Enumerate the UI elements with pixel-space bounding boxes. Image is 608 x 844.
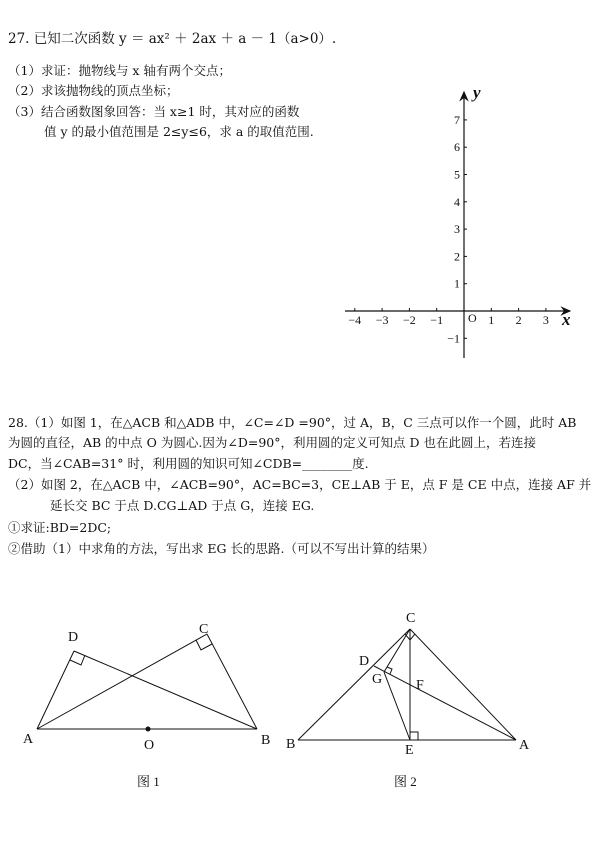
fig2-label-C: C [406, 611, 416, 626]
x-tick-label: 2 [515, 313, 522, 327]
y-tick-label: 4 [454, 194, 460, 209]
fig1-segment-AC [37, 634, 207, 729]
y-tick-label: −1 [447, 331, 460, 346]
fig1-label-O: O [144, 738, 155, 753]
fig1-segment-CB [207, 634, 257, 729]
x-tick-label: −3 [375, 313, 389, 327]
fig2-label-G: G [372, 672, 383, 687]
q27-title: 27. 已知二次函数 y ＝ ax² ＋ 2ax ＋ a － 1（a>0）. [8, 31, 337, 47]
fig2-label-A: A [519, 738, 530, 753]
fig2-segment-BC [298, 629, 410, 740]
y-tick-label: 3 [454, 222, 460, 237]
q28-line3: DC，当∠CAB=31° 时，利用圆的知识可知∠CDB=________度. [8, 456, 369, 471]
fig1-label-B: B [261, 733, 271, 748]
y-tick-label: 2 [454, 249, 460, 264]
fig2-label-B: B [286, 737, 296, 752]
y-tick-label: 7 [454, 112, 460, 127]
q27-part3-line2: 值 y 的最小值范围是 2≤y≤6，求 a 的取值范围. [44, 124, 314, 139]
q27-part1: （1）求证：抛物线与 x 轴有两个交点； [8, 63, 231, 78]
x-tick-label: −1 [430, 313, 444, 327]
x-tick-label: −2 [403, 313, 416, 327]
x-tick-label: 1 [488, 313, 495, 327]
fig2-right-angle-G [387, 667, 392, 674]
q28-line6: ①求证:BD=2DC; [8, 520, 112, 535]
x-tick-label: 3 [542, 313, 549, 327]
fig2-segment-CG [384, 629, 410, 672]
x-tick-label: −4 [348, 313, 362, 327]
y-tick-label: 1 [454, 276, 460, 291]
q27-part3-line1: （3）结合函数图象回答：当 x≥1 时，其对应的函数 [8, 104, 300, 119]
fig1-point-O [146, 727, 151, 732]
fig2-label-E: E [405, 743, 414, 758]
fig1-segment-AD [37, 651, 74, 729]
y-tick-label: 6 [454, 140, 460, 155]
fig2-segment-AD [374, 666, 516, 740]
q28-line2: 为圆的直径，AB 的中点 O 为圆心.因为∠D=90°，利用圆的定义可知点 D 也在此圆上，若连接 [8, 435, 536, 450]
fig1-right-angle-D [70, 655, 85, 665]
origin-label: O [468, 311, 477, 325]
fig2-segment-GE [384, 672, 410, 740]
fig2-label-D: D [359, 654, 370, 669]
y-tick-label: 5 [454, 167, 460, 182]
fig1-right-angle-C [196, 640, 212, 650]
q28-line1: 28.（1）如图 1，在△ACB 和△ADB 中，∠C=∠D =90°，过 A，B，C 三点可以作一个圆，此时 AB [8, 415, 577, 430]
x-axis-name: x [562, 310, 571, 329]
y-axis-name: y [473, 83, 481, 102]
fig2-caption: 图 2 [394, 774, 417, 789]
fig2-right-angle-E [410, 732, 418, 740]
q27-part2: （2）求该抛物线的顶点坐标； [8, 83, 179, 98]
fig1-label-A: A [23, 732, 34, 747]
fig2-label-F: F [416, 678, 424, 693]
fig2-right-angle-C [405, 634, 415, 640]
fig1-segment-DB [74, 651, 257, 729]
fig1-caption: 图 1 [137, 774, 160, 789]
q28-line4: （2）如图 2，在△ACB 中，∠ACB=90°，AC=BC=3，CE⊥AB 于 E，点 F 是 CE 中点，连接 AF 并 [8, 477, 592, 492]
fig2-segment-CA [410, 629, 516, 740]
fig1-label-C: C [199, 622, 209, 637]
fig1-label-D: D [68, 630, 79, 645]
q28-line7: ②借助（1）中求角的方法，写出求 EG 长的思路.（可以不写出计算的结果） [8, 541, 435, 556]
q28-line5: 延长交 BC 于点 D.CG⊥AD 于点 G，连接 EG. [50, 498, 315, 513]
